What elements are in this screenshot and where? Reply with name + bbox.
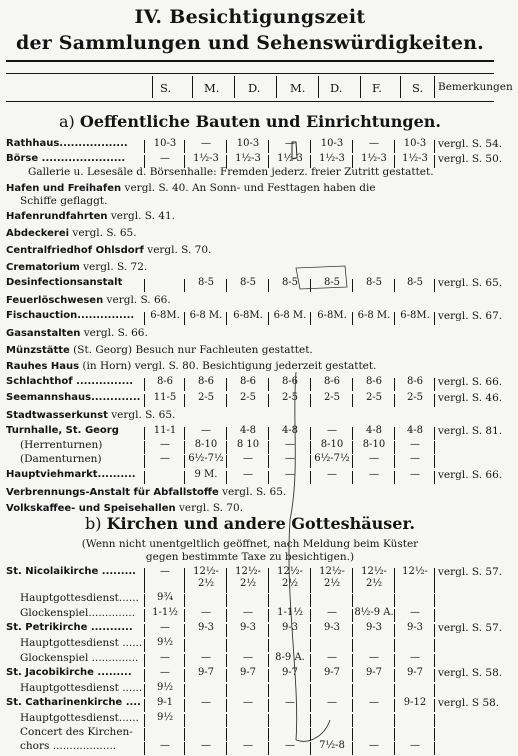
time-cell: 6-8M. — [150, 310, 180, 321]
time-cell: 12½- — [361, 566, 387, 577]
time-cell: 10-3 — [236, 138, 260, 149]
row-label: St. Catharinenkirche .... — [6, 697, 141, 708]
time-cell: 6-8 M. — [357, 310, 391, 321]
remark: vergl. S. 46. — [438, 392, 503, 404]
entry-detail: (in Horn) vergl. S. 80. Besichtigung jederzeit gestattet. — [79, 360, 377, 372]
remark: vergl. S. 67. — [438, 310, 503, 322]
time-cell: 9-3 — [239, 622, 257, 633]
entry-name: Stadtwasserkunst — [6, 410, 108, 421]
time-cell: — — [369, 652, 379, 663]
time-cell: 8-5 — [406, 277, 424, 288]
col-sat: S. — [412, 81, 424, 95]
time-cell: 8-9 A. — [275, 652, 305, 663]
time-cell: 9-7 — [197, 667, 215, 678]
time-cell: 8-5 — [197, 277, 215, 288]
row-label: Turnhalle, St. Georg — [6, 425, 119, 436]
entry-detail: Schiffe geflaggt. — [20, 195, 108, 207]
entry-detail: vergl. S. 65. — [107, 409, 176, 421]
time-cell: 1-1½ — [152, 607, 178, 618]
entry-name: Verbrennungs-Anstalt für Abfallstoffe — [6, 487, 219, 498]
row-label: Glockenspiel .............. — [20, 652, 139, 664]
entry-name: Hafen und Freihafen — [6, 183, 122, 194]
time-cell: 6-8M. — [233, 310, 263, 321]
time-cell: 12½- — [402, 566, 428, 577]
entry-name: Abdeckerei — [6, 228, 70, 239]
time-cell: — — [327, 469, 337, 480]
time-cell: 8-6 — [406, 376, 424, 387]
time-cell: — — [160, 740, 170, 751]
col-tue: D. — [248, 81, 261, 95]
time-cell: — — [369, 469, 379, 480]
time-cell: 9-7 — [406, 667, 424, 678]
row-label: St. Nicolaikirche ......... — [6, 566, 136, 577]
time-cell: 7½-8 — [319, 740, 345, 751]
time-cell: 9-1 — [156, 697, 174, 708]
time-cell: 2-5 — [197, 392, 215, 403]
time-cell: 12½- — [277, 566, 303, 577]
remark: vergl. S. 58. — [438, 667, 503, 679]
pencil-box-mark — [292, 142, 297, 159]
row-label: Rathhaus.................. — [6, 138, 128, 149]
time-cell: 2½ — [365, 578, 383, 589]
time-cell: 9-7 — [281, 667, 299, 678]
time-cell: — — [201, 138, 211, 149]
time-cell: 2½ — [197, 578, 215, 589]
col-sun: S. — [160, 81, 172, 95]
row-label: Börse ...................... — [6, 153, 126, 164]
entry-name: Münzstätte — [6, 345, 70, 356]
time-cell: 12½- — [235, 566, 261, 577]
row-label: Hauptgottesdienst...... — [20, 592, 139, 604]
pencil-line-mark — [289, 372, 297, 740]
remark: vergl. S. 81. — [438, 425, 503, 437]
col-remarks: Bemerkungen — [438, 81, 513, 93]
time-cell: 4-8 — [365, 425, 383, 436]
time-cell: — — [160, 622, 170, 633]
remark: vergl. S. 65. — [438, 277, 503, 289]
row-label: St. Petrikirche ........... — [6, 622, 133, 633]
row-label: Desinfectionsanstalt — [6, 277, 123, 288]
time-cell: 6-8 M. — [189, 310, 223, 321]
time-cell: 10-3 — [320, 138, 344, 149]
entry-detail: vergl. S. 66. — [80, 327, 148, 339]
time-cell: — — [410, 439, 420, 450]
row-label: (Herrenturnen) — [20, 439, 103, 451]
time-cell: — — [243, 740, 253, 751]
time-cell: — — [410, 652, 420, 663]
time-cell: 2½ — [281, 578, 299, 589]
time-cell: — — [410, 469, 420, 480]
time-cell: 4-8 — [239, 425, 257, 436]
time-cell: 8 10 — [236, 439, 260, 450]
time-cell: 8-5 — [323, 277, 341, 288]
time-cell: 12½- — [319, 566, 345, 577]
entry-detail: vergl. S. 40. An Sonn- und Festtagen haben die — [121, 182, 376, 194]
page-title: IV. Besichtigungszeit — [134, 6, 366, 28]
section-b-note-2: gegen bestimmte Taxe zu besichtigen.) — [145, 551, 355, 563]
time-cell: 9-3 — [281, 622, 299, 633]
remark: vergl. S. 57. — [438, 566, 503, 578]
time-cell: 4-8 — [281, 425, 299, 436]
page-subtitle: der Sammlungen und Sehenswürdigkeiten. — [16, 32, 484, 54]
time-cell: — — [243, 607, 253, 618]
entry-detail: vergl. S. 66. — [103, 294, 171, 306]
time-cell: 2-5 — [406, 392, 424, 403]
time-cell: 12½- — [193, 566, 219, 577]
row-label: Glockenspiel.............. — [20, 607, 136, 619]
time-cell: 11-1 — [153, 425, 177, 436]
entry-detail: vergl. S. 41. — [107, 210, 175, 222]
time-cell: — — [369, 697, 379, 708]
remark: vergl. S 58. — [438, 697, 500, 709]
time-cell: 11-5 — [153, 392, 177, 403]
remark: vergl. S. 50. — [438, 153, 503, 165]
time-cell: 2½ — [323, 578, 341, 589]
time-cell: — — [160, 566, 170, 577]
entry-name: Gasanstalten — [6, 328, 81, 339]
col-wed: M. — [290, 81, 306, 95]
row-label: (Damenturnen) — [20, 453, 102, 465]
time-cell: 1½-3 — [319, 153, 345, 164]
time-cell: — — [410, 740, 420, 751]
time-cell: — — [410, 453, 420, 464]
time-cell: — — [160, 453, 170, 464]
time-cell: 9½ — [156, 712, 174, 723]
time-cell: 8-10 — [362, 439, 386, 450]
row-label: Hauptgottesdienst ...... — [20, 637, 143, 649]
time-cell: — — [369, 138, 379, 149]
time-cell: 8-10 — [194, 439, 218, 450]
row-label: Hauptviehmarkt.......... — [6, 469, 136, 480]
time-cell: — — [285, 697, 295, 708]
time-cell: — — [327, 425, 337, 436]
row-label: Seemannshaus............. — [6, 392, 141, 403]
entry-name: Hafenrundfahrten — [6, 211, 108, 222]
time-cell: 1½-3 — [235, 153, 261, 164]
time-cell: — — [201, 425, 211, 436]
time-cell: 9½ — [156, 682, 174, 693]
time-cell: — — [160, 439, 170, 450]
entry-detail: vergl. S. 70. — [175, 502, 244, 514]
col-fri: F. — [372, 81, 382, 95]
entry-name: Feuerlöschwesen — [6, 295, 104, 306]
entry-name: Rauhes Haus — [6, 361, 80, 372]
entry-detail: vergl. S. 72. — [79, 261, 148, 273]
time-cell: 8-6 — [365, 376, 383, 387]
time-cell: 2-5 — [323, 392, 341, 403]
row-label: Schlachthof ............... — [6, 376, 134, 387]
time-cell: 1½-3 — [193, 153, 219, 164]
time-cell: — — [201, 607, 211, 618]
time-cell: — — [285, 138, 295, 149]
time-cell: — — [369, 740, 379, 751]
time-cell: 6-8M. — [400, 310, 430, 321]
time-cell: 9¾ — [156, 592, 174, 603]
time-cell: 8-6 — [156, 376, 174, 387]
row-label: Concert des Kirchen- — [20, 726, 133, 738]
time-cell: 6½-7½ — [314, 453, 350, 464]
time-cell: — — [243, 652, 253, 663]
remark: vergl. S. 66. — [438, 469, 503, 481]
time-cell: 2-5 — [281, 392, 299, 403]
remark: vergl. S. 54. — [438, 138, 503, 150]
col-mon: M. — [204, 81, 220, 95]
time-cell: 9-3 — [197, 622, 215, 633]
entry-name: Volkskaffee- und Speisehallen — [6, 503, 176, 514]
time-cell: — — [327, 697, 337, 708]
time-cell: 4-8 — [406, 425, 424, 436]
time-cell: — — [410, 607, 420, 618]
time-cell: — — [160, 667, 170, 678]
time-cell: 8-5 — [281, 277, 299, 288]
time-cell: — — [285, 469, 295, 480]
time-cell: 6-8M. — [317, 310, 347, 321]
row-label: St. Jacobikirche ......... — [6, 667, 132, 678]
time-cell: 8-6 — [197, 376, 215, 387]
time-cell: 2-5 — [365, 392, 383, 403]
time-cell: 8-6 — [239, 376, 257, 387]
row-label: Hauptgottesdienst ...... — [20, 682, 143, 694]
pencil-box-mark — [296, 266, 347, 289]
time-cell: 1½-3 — [277, 153, 303, 164]
time-cell: 2-5 — [239, 392, 257, 403]
time-cell: 9-3 — [365, 622, 383, 633]
time-cell: — — [243, 469, 253, 480]
time-cell: — — [327, 652, 337, 663]
remark: vergl. S. 57. — [438, 622, 503, 634]
time-cell: 9-12 — [403, 697, 427, 708]
row-label: Fischauction............... — [6, 310, 135, 321]
time-cell: 8-5 — [239, 277, 257, 288]
time-cell: 10-3 — [403, 138, 427, 149]
time-cell: 9 M. — [194, 469, 218, 480]
time-cell: — — [285, 439, 295, 450]
row-label: Hauptgottesdienst...... — [20, 712, 139, 724]
time-cell: 10-3 — [153, 138, 177, 149]
section-a-heading: a) Oeffentliche Bauten und Einrichtungen. — [59, 112, 441, 131]
time-cell: 6½-7½ — [188, 453, 224, 464]
col-thu: D. — [330, 81, 343, 95]
time-cell: — — [201, 697, 211, 708]
entry-detail: vergl. S. 65. — [218, 486, 287, 498]
time-cell: 8½-9 A. — [354, 607, 394, 618]
entry-detail: vergl. S. 70. — [143, 244, 212, 256]
time-cell: — — [369, 453, 379, 464]
time-cell: 9-7 — [239, 667, 257, 678]
time-cell: 8-6 — [281, 376, 299, 387]
time-cell: — — [285, 453, 295, 464]
time-cell: — — [243, 453, 253, 464]
pencil-line-mark — [296, 720, 330, 741]
time-cell: 9-3 — [323, 622, 341, 633]
time-cell: 9½ — [156, 637, 174, 648]
time-cell: 1½-3 — [402, 153, 428, 164]
time-cell: 9-3 — [406, 622, 424, 633]
time-cell: — — [160, 652, 170, 663]
section-b-note-1: (Wenn nicht unentgeltlich geöffnet, nach Meldung beim Küster — [81, 538, 419, 550]
remark: vergl. S. 66. — [438, 376, 503, 388]
entry-detail: vergl. S. 65. — [69, 227, 137, 239]
time-cell: — — [201, 740, 211, 751]
entry-detail: (St. Georg) Besuch nur Fachleuten gestattet. — [69, 344, 313, 356]
time-cell: — — [285, 740, 295, 751]
time-cell: 8-5 — [365, 277, 383, 288]
time-cell: 6-8 M. — [273, 310, 307, 321]
time-cell: 8-6 — [323, 376, 341, 387]
time-cell: 8-10 — [320, 439, 344, 450]
entry-name: Crematorium — [6, 262, 80, 273]
time-cell: — — [243, 697, 253, 708]
time-cell: 1½-3 — [361, 153, 387, 164]
time-cell: 2½ — [239, 578, 257, 589]
time-cell: 9-7 — [365, 667, 383, 678]
time-cell: 9-7 — [323, 667, 341, 678]
entry-name: Centralfriedhof Ohlsdorf — [6, 245, 144, 256]
gallerie-note: Gallerie u. Lesesäle d. Börsenhalle: Fremden jederz. freier Zutritt gestattet. — [28, 166, 434, 178]
time-cell: — — [327, 607, 337, 618]
time-cell: — — [160, 153, 170, 164]
time-cell: 1-1½ — [277, 607, 303, 618]
row-label: chors ................... — [20, 740, 117, 752]
time-cell: — — [201, 652, 211, 663]
section-b-heading: b) Kirchen und andere Gotteshäuser. — [85, 514, 415, 533]
